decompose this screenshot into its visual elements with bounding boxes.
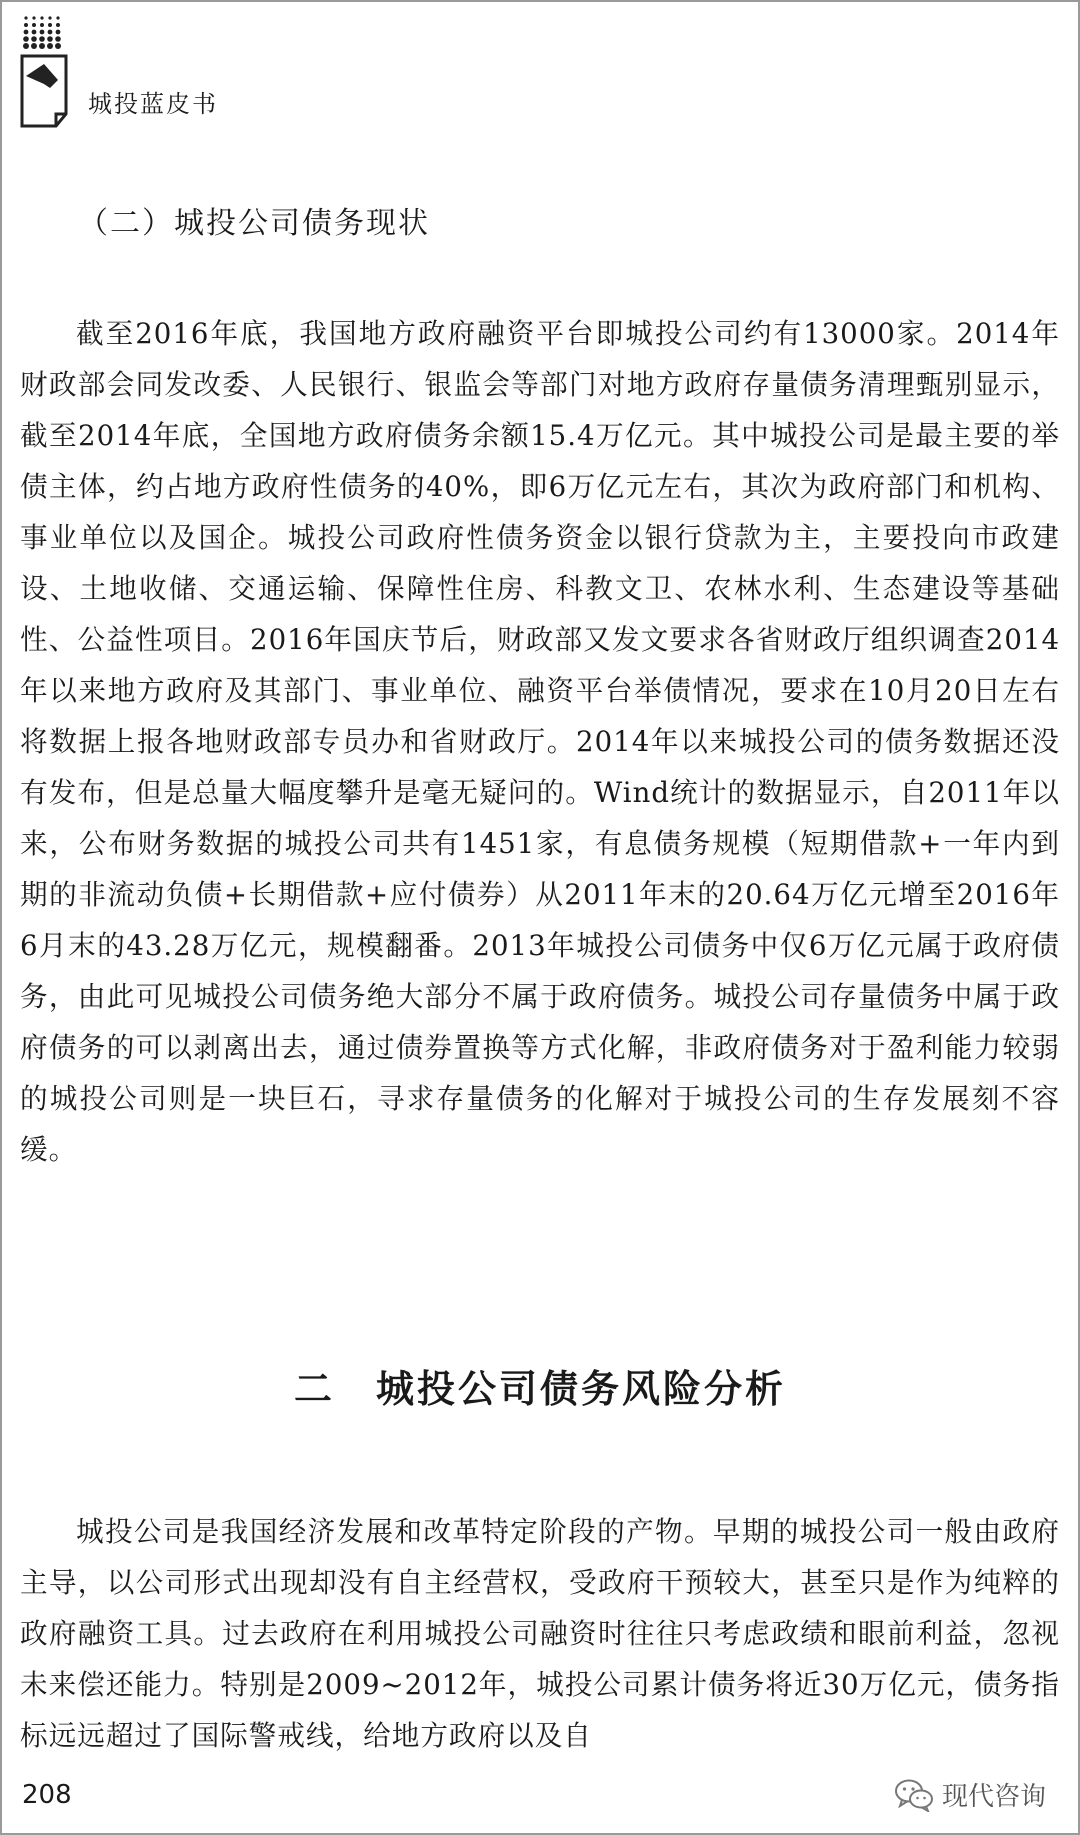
page-number: 208	[22, 1780, 72, 1810]
body-paragraph: 截至2016年底，我国地方政府融资平台即城投公司约有13000家。2014年财政部会同发改委、人民银行、银监会等部门对地方政府存量债务清理甄别显示，截至2014年底，全国地方政府债务余额15.4万亿元。其中城投公司是最主要的举债主体，约占地方政府性债务的40%，即6万亿元左右，其次为政府部门和机构、事业单位以及国企。城投公司政府性债务资金以银行贷款为主，主要投向市政建设、土地收储、交通运输、保障性住房、科教文卫、农林水利、生态建设等基础性、公益性项目。2016年国庆节后，财政部又发文要求各省财政厅组织调查2014年以来地方政府及其部门、事业单位、融资平台举债情况，要求在10月20日左右将数据上报各地财政部专员办和省财政厅。2014年以来城投公司的债务数据还没有发布，但是总量大幅度攀升是毫无疑问的。Wind统计的数据显示，自2011年以来，公布财务数据的城投公司共有1451家，有息债务规模（短期借款+一年内到期的非流动负债+长期借款+应付债券）从2011年末的20.64万亿元增至2016年6月末的43.28万亿元，规模翻番。2013年城投公司债务中仅6万亿元属于政府债务，由此可见城投公司债务绝大部分不属于政府债务。城投公司存量债务中属于政府债务的可以剥离出去，通过债券置换等方式化解，非政府债务对于盈利能力较弱的城投公司则是一块巨石，寻求存量债务的化解对于城投公司的生存发展刻不容缓。	[20, 316, 1060, 1166]
wechat-icon	[894, 1778, 934, 1812]
body-paragraph: 城投公司是我国经济发展和改革特定阶段的产物。早期的城投公司一般由政府主导，以公司形式出现却没有自主经营权，受政府干预较大，甚至只是作为纯粹的政府融资工具。过去政府在利用城投公司融资时往往只考虑政绩和眼前利益，忽视未来偿还能力。特别是2009~2012年，城投公司累计债务将近30万亿元，债务指标远远超过了国际警戒线，给地方政府以及自	[20, 1514, 1060, 1752]
watermark-text: 现代咨询	[941, 1782, 1046, 1812]
watermark	[894, 1776, 1046, 1813]
book-logo-icon	[20, 14, 70, 132]
section-title: 二 城投公司债务风险分析	[293, 1367, 786, 1411]
book-title: 城投蓝皮书	[88, 90, 218, 118]
subsection-title: （二）城投公司债务现状	[78, 206, 430, 241]
